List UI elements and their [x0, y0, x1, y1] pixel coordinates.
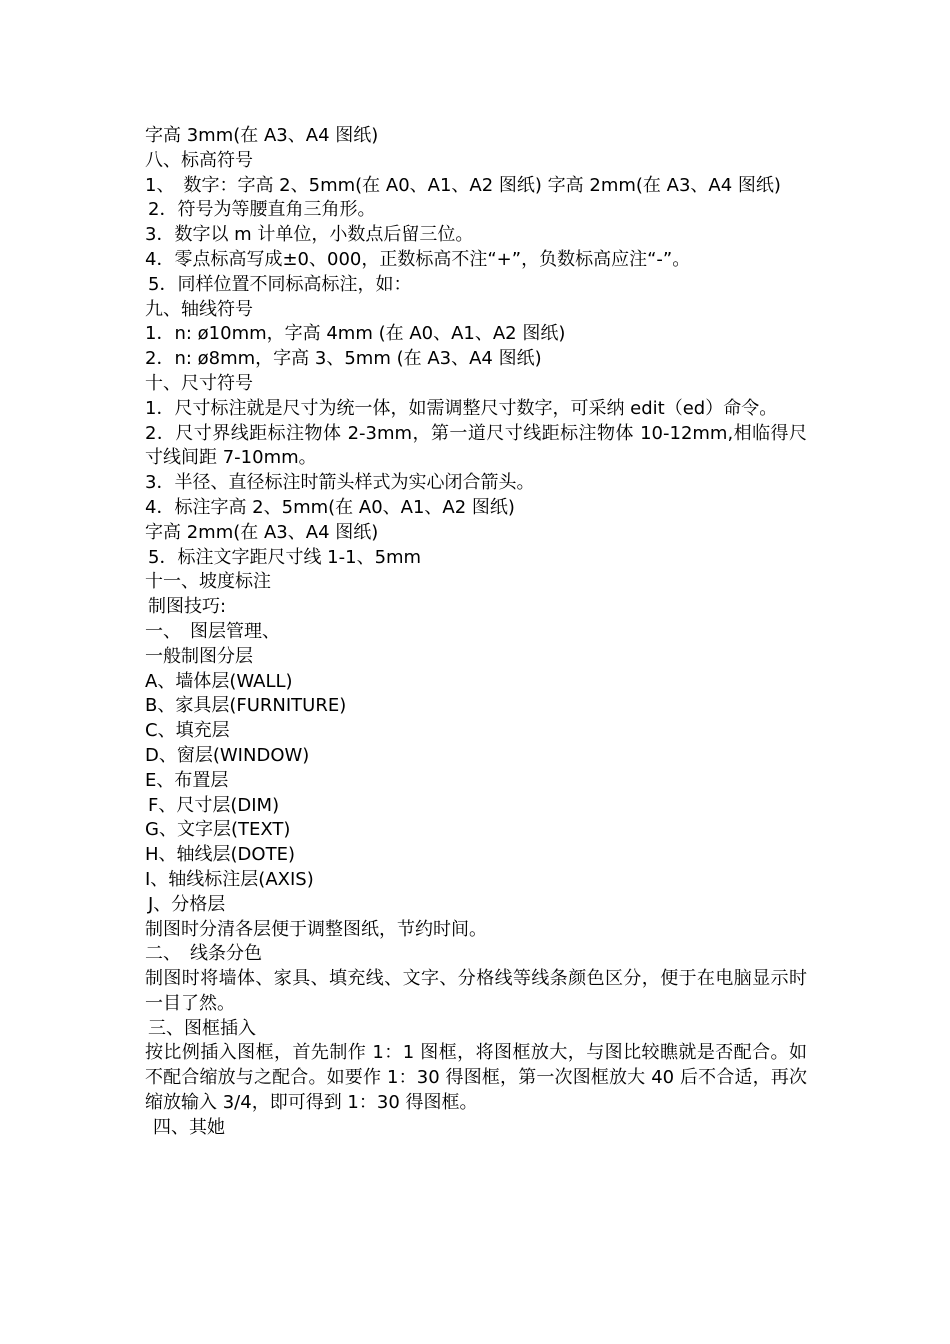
paragraph: F、尺寸层(DIM): [148, 794, 280, 816]
paragraph: 四、其她: [153, 1116, 225, 1138]
paragraph: 制图时将墙体、家具、填充线、文字、分格线等线条颜色区分，便于在电脑显示时一目了然。: [145, 968, 807, 1014]
paragraph: A、墙体层(WALL): [145, 670, 293, 692]
paragraph: 一般制图分层: [145, 645, 253, 667]
paragraph: 2．n: ø8mm，字高 3、5mm (在 A3、A4 图纸): [145, 348, 542, 370]
paragraph: 1、 数字：字高 2、5mm(在 A0、A1、A2 图纸) 字高 2mm(在 A3、A4 图纸): [145, 174, 781, 196]
paragraph: 1．尺寸标注就是尺寸为统一体，如需调整尺寸数字，可采纳 edit（ed）命令。: [145, 397, 778, 419]
paragraph: 制图时分清各层便于调整图纸，节约时间。: [145, 918, 487, 940]
paragraph: 4．标注字高 2、5mm(在 A0、A1、A2 图纸): [145, 496, 515, 518]
paragraph: 5．标注文字距尺寸线 1-1、5mm: [148, 546, 422, 568]
paragraph: 字高 3mm(在 A3、A4 图纸): [145, 125, 379, 146]
document-body: [145, 124, 807, 1141]
paragraph: 十、尺寸符号: [145, 372, 253, 394]
paragraph: 4．零点标高写成±0、000，正数标高不注“+”，负数标高应注“-”。: [145, 248, 691, 270]
paragraph: G、文字层(TEXT): [145, 819, 291, 841]
paragraph: E、布置层: [145, 769, 229, 791]
paragraph: 字高 2mm(在 A3、A4 图纸): [145, 521, 379, 543]
paragraph: J、分格层: [148, 893, 226, 915]
paragraph: 按比例插入图框，首先制作 1：1 图框，将图框放大，与图比较瞧就是否配合。如不配合缩放与之配合。如要作 1：30 得图框，第一次图框放大 40 后不合适，再次缩放输入 3/4，即可得到 1：30 得图框。: [145, 1042, 807, 1114]
paragraph: D、窗层(WINDOW): [145, 744, 310, 766]
paragraph: B、家具层(FURNITURE): [145, 695, 347, 717]
paragraph: I、轴线标注层(AXIS): [145, 868, 314, 890]
paragraph: 二、 线条分色: [145, 943, 262, 965]
paragraph: 3．半径、直径标注时箭头样式为实心闭合箭头。: [145, 472, 535, 494]
paragraph: 三、图框插入: [148, 1017, 256, 1039]
paragraph: H、轴线层(DOTE): [145, 844, 295, 866]
paragraph: 十一、坡度标注: [145, 571, 271, 593]
paragraph: 制图技巧:: [148, 596, 227, 618]
paragraph: 3．数字以 m 计单位，小数点后留三位。: [145, 224, 474, 246]
paragraph: 一、 图层管理、: [145, 620, 280, 642]
paragraph: 九、轴线符号: [145, 298, 253, 320]
paragraph: C、填充层: [145, 720, 230, 742]
paragraph: 2．符号为等腰直角三角形。: [148, 199, 376, 221]
paragraph: 2．尺寸界线距标注物体 2-3mm，第一道尺寸线距标注物体 10-12mm,相临得尺寸线间距 7-10mm。: [145, 422, 807, 469]
paragraph: 1．n: ø10mm，字高 4mm (在 A0、A1、A2 图纸): [145, 323, 566, 345]
paragraph: 八、标高符号: [145, 149, 253, 171]
paragraph: 5．同样位置不同标高标注，如：: [148, 273, 412, 295]
